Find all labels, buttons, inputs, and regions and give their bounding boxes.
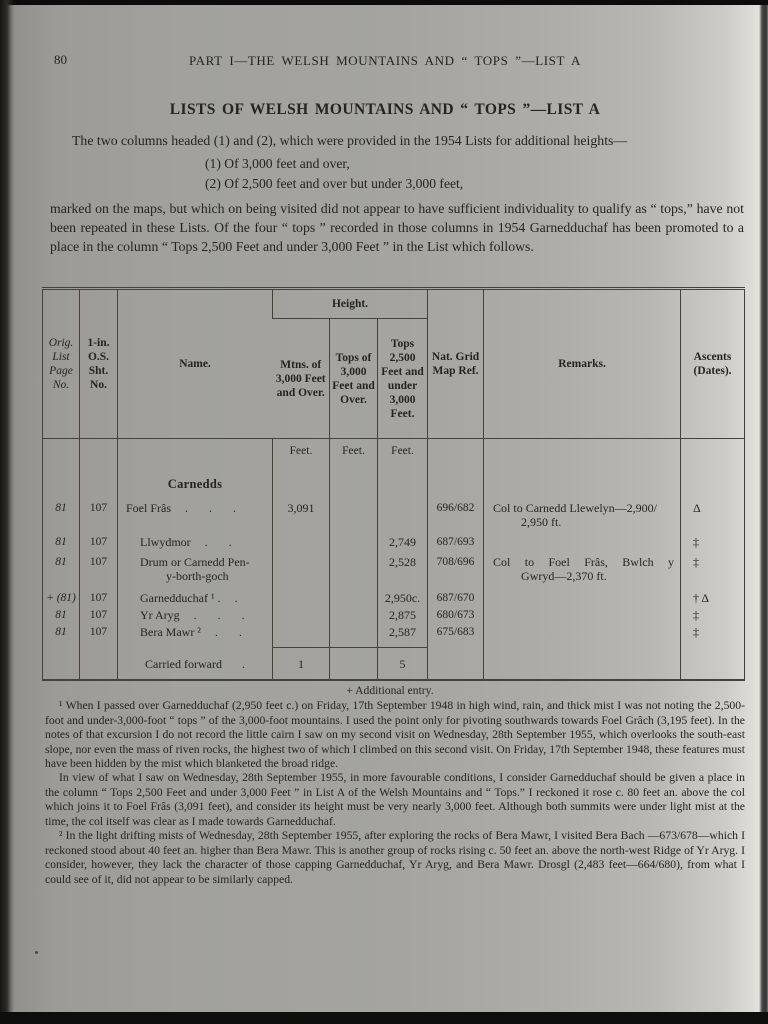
cell-ascents: † Δ (681, 589, 745, 606)
mountain-name: Garnedduchaf ¹ . (140, 590, 221, 605)
running-header: PART I—THE WELSH MOUNTAINS AND “ TOPS ”—LIST A (189, 53, 581, 68)
intro-item: (2) Of 2,500 feet and over but under 3,000 feet, (205, 176, 464, 191)
col-header-grid-ref: Nat. Grid Map Ref. (428, 289, 484, 439)
leader-dots: . . . (185, 500, 237, 515)
units-feet: Feet. (273, 439, 330, 465)
intro-paragraph: marked on the maps, but which on being visited did not appear to have sufficient individuality to qualify as “ tops,” have not been repeated in these Lists. Of the four “ tops ” recorded in those columns in 1954 Garnedduchaf has been promoted to a place in the column “ Tops 2,500 Feet and under 3,000 Feet ” in the List which follows. (50, 201, 744, 254)
scan-speck (35, 951, 38, 954)
cell-name (118, 589, 273, 606)
cell-remarks (484, 533, 681, 553)
intro-lead: The two columns headed (1) and (2), which were provided in the 1954 Lists for additional heights— (72, 133, 628, 148)
cell-orig-list-no: 81 (55, 625, 67, 638)
cell-tops-2500: 2,749 (378, 533, 428, 553)
cell-remarks (484, 589, 681, 606)
cell-tops-3000 (330, 623, 378, 640)
table-row (43, 589, 745, 606)
cell-tops-3000 (330, 589, 378, 606)
cell-orig-list-no: 81 (55, 608, 67, 621)
mountain-name: Llwydmor (140, 534, 191, 549)
footnote-additional-entry: + Additional entry. (346, 684, 434, 697)
cell-name (118, 606, 273, 623)
remark-line: Gwryd—2,370 ft. (521, 569, 607, 583)
table-row (43, 553, 745, 589)
leader-dots: . . . (193, 607, 246, 622)
col-header-orig-list-page: Orig. List Page No. (43, 289, 80, 439)
cell-ascents: ‡ (681, 533, 745, 553)
scan-edge-top (0, 0, 768, 5)
carried-forward-label (118, 648, 273, 680)
col-header-height-group: Height. (273, 289, 428, 319)
units-feet: Feet. (330, 439, 378, 465)
cell-grid-ref: 687/693 (428, 533, 484, 553)
footnote-2-paragraph: ² In the light drifting mists of Wednesday, 28th September 1955, after exploring the rocks of Bera Mawr, I visited Bera Bach —673/678—which I reckoned stood about 40 feet an. higher than Bera Mawr. This is another group of rocks rising c. 50 feet an. above the north-west Ridge of Yr Aryg. I consider, however, they lack the character of those capping Garnedduchaf, Yr Aryg, and Bera Mawr. Drosgl (2,483 feet—664/680), from what I could see of it, did not appear to be similarly capped. (45, 829, 745, 886)
cell-orig-list-no: 81 (55, 501, 67, 514)
units-feet: Feet. (378, 439, 428, 465)
cell-grid-ref: 708/696 (428, 553, 484, 589)
remark-line: Col to Carnedd Llewelyn—2,900/ (493, 500, 658, 515)
cell-tops-2500: 2,875 (378, 606, 428, 623)
col-header-tops-3000: Tops of 3,000 Feet and Over. (330, 319, 378, 439)
mountain-name: Foel Frâs (126, 500, 171, 515)
scan-edge-bottom (0, 1012, 768, 1024)
col-header-mtns-3000: Mtns. of 3,000 Feet and Over. (273, 319, 330, 439)
cell-ascents: ‡ (681, 623, 745, 640)
carried-forward-row (43, 648, 745, 680)
leader-dots: . . (214, 624, 243, 639)
footnote-1-paragraph-2: In view of what I saw on Wednesday, 28th September 1955, in more favourable conditions, I consider Garnedduchaf should be given a place in the column “ Tops 2,500 Feet and under 3,000 Feet ” in List A of the Welsh Mountains and “ Tops.” I reckoned it rose c. 80 feet an. above the col which joins it to Foel Frâs (3,091 feet), and consider its height must be very nearly 3,000 feet. Although both summits were under light mist at the time, the col itself was clear as I made towards Garnedduchaf. (45, 771, 745, 828)
cell-remarks (484, 499, 681, 533)
mountain-name-line2: y-borth-goch (166, 569, 229, 583)
cell-tops-3000 (330, 499, 378, 533)
cell-os-sheet-no: 107 (80, 553, 118, 589)
cell-name (118, 533, 273, 553)
cell-ascents: Δ (681, 499, 745, 533)
footnote-1-paragraph-1: ¹ When I passed over Garnedduchaf (2,950 feet c.) on Friday, 17th September 1948 in high wind, rain, and thick mist I was not noting the 2,500-foot and under-3,000-foot “ tops ” of the 3,000-foot mountains. I used the point only for pivoting southwards towards Foel Grâch (3,195 feet). In the notes of that excursion I do not record the little cairn I saw on my second visit on Wednesday, 28th September 1955, which overlooks the south-east slope, nor even the mass of riven rocks, the highest two of which I climbed on this second visit. On Friday, 17th September 1948, these features must have been hidden by the mist which blanketed the broad ridge. (45, 699, 745, 770)
cell-grid-ref: 687/670 (428, 589, 484, 606)
cell-name (118, 553, 273, 589)
mountain-table (42, 287, 744, 681)
cell-mtns-3000 (273, 533, 330, 553)
scan-edge-left (0, 0, 14, 1024)
cell-remarks (484, 553, 681, 589)
cell-mtns-3000: 3,091 (273, 499, 330, 533)
cell-os-sheet-no: 107 (80, 606, 118, 623)
cell-os-sheet-no: 107 (80, 499, 118, 533)
cell-grid-ref: 675/683 (428, 623, 484, 640)
mountain-name: Yr Aryg (140, 607, 180, 622)
cell-tops-3000 (330, 606, 378, 623)
cell-name (118, 623, 273, 640)
remark-line: 2,950 ft. (521, 515, 562, 529)
cell-mtns-3000 (273, 589, 330, 606)
table-row (43, 533, 745, 553)
mountain-name: Bera Mawr ² (140, 624, 201, 639)
cell-tops-2500 (378, 499, 428, 533)
cell-name (118, 499, 273, 533)
col-header-os-sheet: 1-in. O.S. Sht. No. (80, 289, 118, 439)
carried-forward-text: Carried forward (145, 656, 222, 671)
cell-remarks (484, 623, 681, 640)
carried-forward-mtns-3000: 1 (273, 648, 330, 680)
cell-ascents: ‡ (681, 553, 745, 589)
cell-tops-2500: 2,587 (378, 623, 428, 640)
carried-forward-tops-2500: 5 (378, 648, 428, 680)
cell-tops-3000 (330, 553, 378, 589)
intro-item: (1) Of 3,000 feet and over, (205, 156, 350, 171)
leader-dots: . . (204, 534, 233, 549)
col-header-remarks: Remarks. (484, 289, 681, 439)
leader-dots: . (234, 590, 239, 605)
cell-grid-ref: 696/682 (428, 499, 484, 533)
cell-os-sheet-no: 107 (80, 623, 118, 640)
col-header-ascents: Ascents (Dates). (681, 289, 745, 439)
table-row (43, 606, 745, 623)
cell-grid-ref: 680/673 (428, 606, 484, 623)
table-row (43, 499, 745, 533)
col-header-name: Name. (118, 289, 273, 439)
cell-mtns-3000 (273, 606, 330, 623)
cell-orig-list-no: 81 (55, 535, 67, 548)
cell-mtns-3000 (273, 623, 330, 640)
cell-os-sheet-no: 107 (80, 589, 118, 606)
cell-ascents: ‡ (681, 606, 745, 623)
col-header-tops-2500: Tops 2,500 Feet and under 3,000 Feet. (378, 319, 428, 439)
page-title: LISTS OF WELSH MOUNTAINS AND “ TOPS ”—LIST A (169, 101, 601, 118)
remark-line: Col to Foel Frâs, Bwlch y (493, 554, 675, 569)
page-number: 80 (54, 52, 67, 67)
carried-forward-tops-3000 (330, 648, 378, 680)
table-row (43, 623, 745, 640)
cell-mtns-3000 (273, 553, 330, 589)
leader-dot: . (241, 656, 245, 671)
mountain-name: Drum or Carnedd Pen- (140, 554, 250, 569)
cell-tops-2500: 2,528 (378, 553, 428, 589)
cell-tops-2500: 2,950c. (378, 589, 428, 606)
section-heading-carnedds: Carnedds (118, 465, 273, 499)
mountain-table-grid (42, 287, 745, 681)
cell-orig-list-no: 81 (55, 555, 67, 568)
cell-os-sheet-no: 107 (80, 533, 118, 553)
cell-remarks (484, 606, 681, 623)
cell-tops-3000 (330, 533, 378, 553)
cell-orig-list-no: + (81) (46, 591, 76, 604)
